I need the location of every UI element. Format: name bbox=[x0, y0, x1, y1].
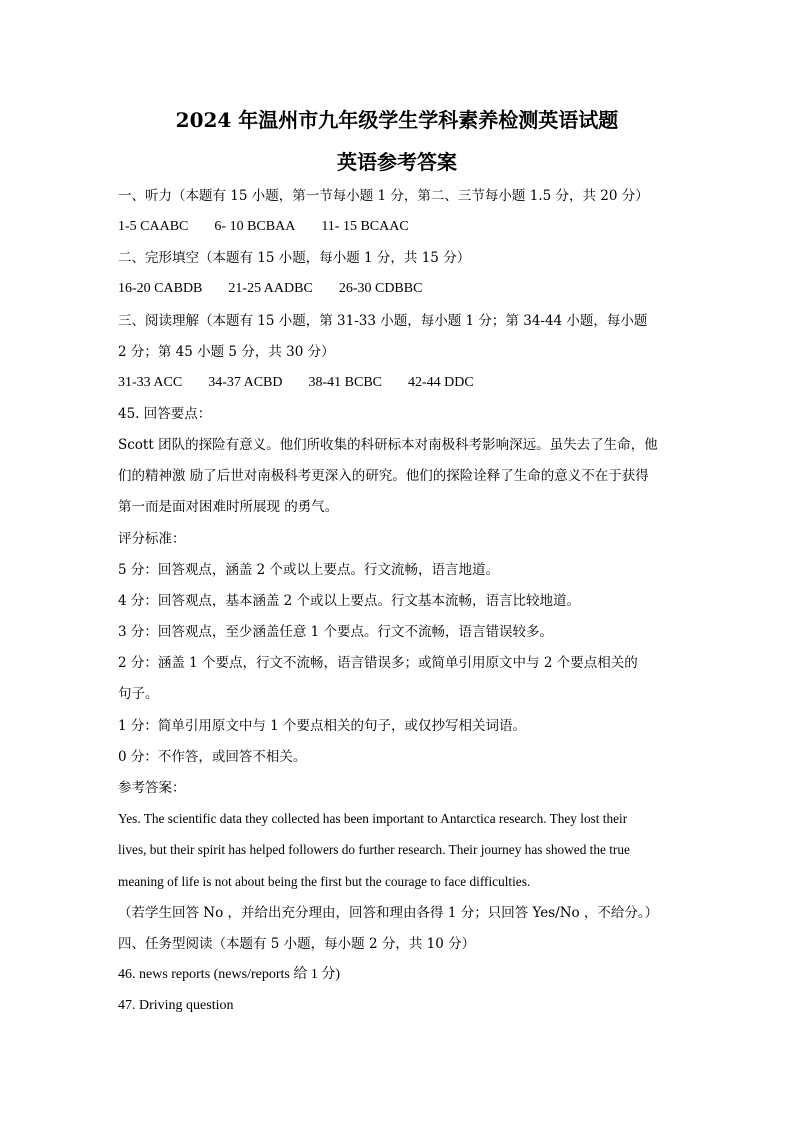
q45-point-line: Scott 团队的探险有意义。他们所收集的科研标本对南极科考影响深远。虽失去了生命，他 bbox=[118, 437, 658, 453]
answer-group: 16-20 CABDB bbox=[118, 281, 203, 296]
scoring-line: 2 分：涵盖 1 个要点，行文不流畅，语言错误多；或简单引用原文中与 2 个要点相关的 bbox=[118, 655, 638, 671]
reading-header-cont: 2 分；第 45 小题 5 分，共 30 分） bbox=[118, 344, 335, 360]
answer-group: 21-25 AADBC bbox=[228, 281, 313, 296]
answer-group: 26-30 CDBBC bbox=[338, 281, 423, 296]
scoring-line: 句子。 bbox=[118, 686, 159, 702]
scoring-note: （若学生回答 No ，并给出充分理由，回答和理由各得 1 分；只回答 Yes/No ，不给分。） bbox=[118, 905, 659, 921]
listening-header: 一、听力（本题有 15 小题，第一节每小题 1 分，第二、三节每小题 1.5 分，共 20 分） bbox=[118, 188, 649, 204]
answer-group: 6- 10 BCBAA bbox=[214, 219, 296, 234]
answer-group: 34-37 ACBD bbox=[208, 375, 283, 390]
reference-line: Yes. The scientific data they collected has been important to Antarctica research. They lost their bbox=[118, 811, 628, 826]
task-reading-header: 四、任务型阅读（本题有 5 小题，每小题 2 分，共 10 分） bbox=[118, 936, 476, 952]
scoring-line: 4 分：回答观点，基本涵盖 2 个或以上要点。行文基本流畅，语言比较地道。 bbox=[118, 593, 581, 609]
answer-group: 42-44 DDC bbox=[408, 375, 474, 390]
q45-point-line: 第一而是面对困难时所展现 的勇气。 bbox=[118, 499, 339, 515]
cloze-answers bbox=[118, 280, 422, 298]
scoring-line: 5 分：回答观点，涵盖 2 个或以上要点。行文流畅，语言地道。 bbox=[118, 562, 500, 578]
scoring-line: 0 分：不作答，或回答不相关。 bbox=[118, 749, 307, 765]
reference-line: meaning of life is not about being the first but the courage to face difficulties. bbox=[118, 874, 531, 889]
answer-group: 1-5 CAABC bbox=[118, 219, 189, 234]
reading-answers bbox=[118, 374, 474, 392]
scoring-label: 评分标准： bbox=[118, 531, 186, 547]
scoring-line: 3 分：回答观点，至少涵盖任意 1 个要点。行文不流畅，语言错误较多。 bbox=[118, 624, 554, 640]
answer-group: 11- 15 BCAAC bbox=[321, 219, 409, 234]
cloze-header: 二、完形填空（本题有 15 小题，每小题 1 分，共 15 分） bbox=[118, 250, 471, 266]
q47-answer: 47. Driving question bbox=[118, 998, 234, 1013]
scoring-line: 1 分：简单引用原文中与 1 个要点相关的句子，或仅抄写相关词语。 bbox=[118, 718, 527, 734]
document-subtitle: 英语参考答案 bbox=[337, 150, 457, 174]
listening-answers bbox=[118, 218, 409, 236]
reading-header: 三、阅读理解（本题有 15 小题，第 31-33 小题，每小题 1 分；第 34-44 小题，每小题 bbox=[118, 313, 648, 329]
q45-point-line: 们的精神激 励了后世对南极科考更深入的研究。他们的探险诠释了生命的意义不在于获得 bbox=[118, 468, 649, 484]
q46-answer: 46. news reports (news/reports 给 1 分) bbox=[118, 967, 341, 982]
reference-label: 参考答案： bbox=[118, 780, 186, 796]
q45-label: 45. 回答要点： bbox=[118, 406, 212, 422]
answer-group: 31-33 ACC bbox=[118, 375, 183, 390]
document-title: 2024 年温州市九年级学生学科素养检测英语试题 bbox=[175, 108, 619, 132]
reference-line: lives, but their spirit has helped followers do further research. Their journey has showed the true bbox=[118, 842, 630, 857]
answer-group: 38-41 BCBC bbox=[308, 375, 382, 390]
